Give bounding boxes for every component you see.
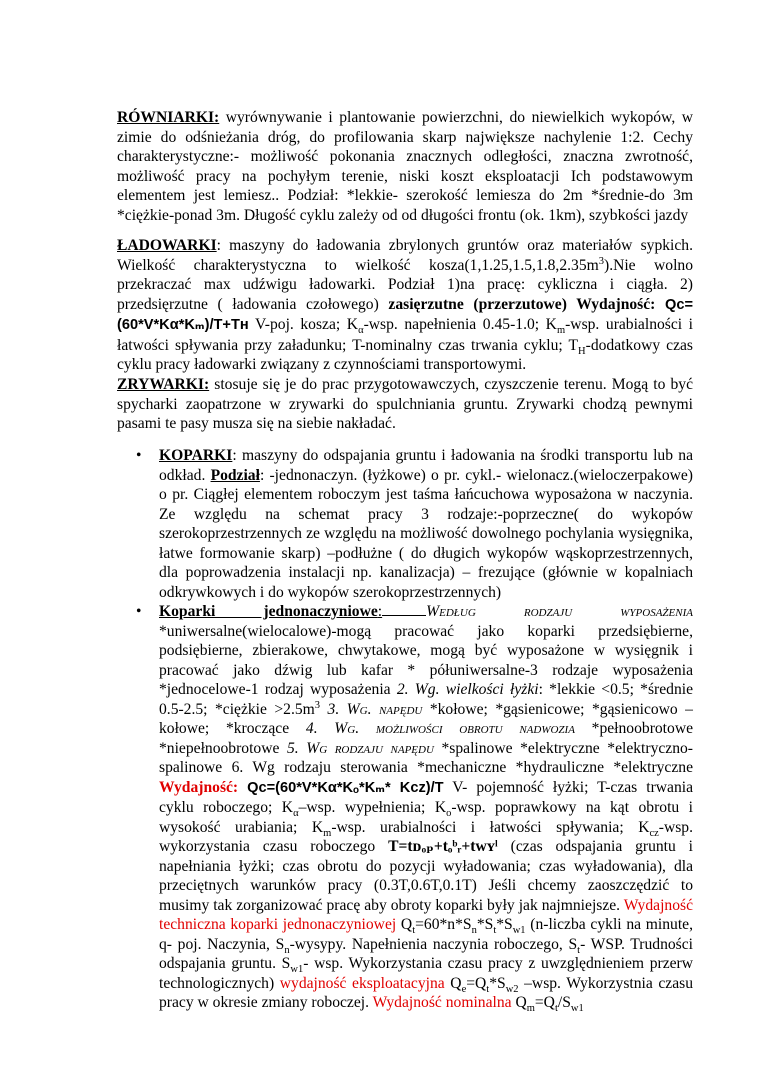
- ladowarki-formula: Qᴄ=(60*V*Kα*Kₘ)/T+Tʜ: [117, 296, 693, 333]
- subscript: t: [577, 944, 581, 956]
- list-item-koparki-jednonaczyniowe: [117, 602, 693, 1013]
- koparki-j-text: Q: [511, 994, 527, 1011]
- subscript: n: [284, 944, 290, 956]
- koparki-j-text: =60*n*S: [415, 916, 472, 933]
- heading-koparki: KOPARKI: [159, 447, 233, 464]
- heading-zrywarki: ZRYWARKI:: [117, 376, 210, 393]
- subscript: t: [486, 983, 490, 995]
- red-term: wydajność eksploatacyjna: [279, 974, 445, 992]
- koparki-j-text: - WSP. Trudności odspajania gruntu. S: [159, 935, 693, 972]
- koparki-j-text: : *lekkie <0.5; *średnie 0.5-2.5; *ciężkie >2.5m: [159, 681, 694, 718]
- heading-rowniarki: RÓWNIARKI:: [117, 109, 220, 126]
- koparki-j-text: *S: [496, 916, 513, 933]
- paragraph-ladowarki: [117, 236, 693, 375]
- subscript: o: [446, 808, 452, 820]
- koparki-j-text: *spalinowe *elektryczne *elektryczno-spalinowe 6. Wg rodzaju sterowania *mechaniczne *hydrauliczne *elektryczne: [159, 739, 693, 776]
- koparki-j-text: Q: [444, 974, 462, 992]
- koparki-j-text: (czas odspajania gruntu i napełniania łyżki; czas obrotu do pozycji wyładowania; czas wyładowania), dla przeciętnych warunków pracy (0.3T,0.6T,0.1T) Jeśli chcemy zaoszczędzić to musimy tak zorganizować pracę aby obroty koparki były jak najmniejsze.: [159, 838, 694, 914]
- subscript: w2: [505, 983, 519, 995]
- ladowarki-text: -wsp. urabialności i łatwości spływania przy załadunku; T-nominalny czas trwania cyklu; T: [117, 316, 694, 354]
- subscript: e: [461, 983, 467, 995]
- red-term: Wydajność nominalna: [372, 994, 512, 1011]
- koparki-j-text: =Q: [534, 994, 555, 1011]
- paragraph-rowniarki: [117, 108, 693, 225]
- koparki-text: : maszyny do odspajania gruntu i ładowania na środki transportu lub na odkład.: [159, 447, 693, 484]
- subscript: w1: [512, 925, 526, 937]
- heading-koparki-jednonaczyniowe: Koparki jednonaczyniowe: [159, 603, 378, 620]
- bullet-icon: •: [136, 447, 142, 464]
- koparki-j-text: *kołowe; *gąsienicowe; *gąsienicowo – kołowe; *kroczące: [159, 700, 693, 737]
- superscript: 3: [598, 255, 604, 267]
- rowniarki-body: wyrównywanie i plantowanie powierzchni, do niewielkich wykopów, w zimie do odśnieżania dróg, do profilowania skarp największe nachylenie 1:2. Cechy charakterystyczne:- możliwość pokonania znacznych odległości, znaczna zwrotność, możliwość pracy na pochyłym terenie, niski koszt eksploatacji Ich podstawowym elementem jest lemiesz.. Podział: *lekkie- szerokość lemiesza do 2m *średnie-do 3m *ciężkie-ponad 3m. Długość cyklu zależy od od długości frontu (ok. 1km), szybkości jazdy: [117, 109, 693, 224]
- koparki-j-text: V- pojemność łyżki; T-czas trwania cyklu roboczego; K: [159, 778, 694, 816]
- koparki-j-text: -wsp. poprawkowy na kąt obrotu i wysokość urabiania; K: [159, 799, 693, 836]
- koparki-j-text: *pełnoobrotowe *niepełnoobrotowe: [159, 720, 693, 757]
- subscript: m: [556, 325, 566, 337]
- subscript: t: [493, 925, 497, 937]
- subscript: cz: [649, 827, 659, 839]
- ladowarki-text: -wsp. napełnienia 0.45-1.0; K: [363, 316, 557, 333]
- superscript: 3: [314, 699, 321, 711]
- category-label: Według rodzaju wyposażenia: [426, 603, 693, 620]
- category-label: 3. Wg. napędu: [327, 700, 423, 718]
- koparki-j-text: *S: [476, 916, 494, 933]
- category-label: 5. Wg rodzaju napędu: [286, 739, 434, 757]
- list-item-koparki: [117, 446, 693, 602]
- bullet-list: [117, 446, 693, 1013]
- paragraph-zrywarki: [117, 375, 693, 434]
- koparki-j-text: Q: [396, 916, 413, 933]
- ladowarki-text: -dodatkowy czas cyklu pracy ładowarki związany z czynnościami transportowymi.: [117, 336, 693, 373]
- ladowarki-bold-text: zasięrzutne (przerzutowe) Wydajność:: [388, 295, 665, 313]
- subscript: w1: [570, 1003, 584, 1015]
- koparki-j-text: –wsp. wypełnienia; K: [298, 799, 447, 816]
- koparki-j-text: (n-liczba cykli na minute, q- poj. Naczynia, S: [159, 916, 693, 953]
- category-label: 4. Wg. możliwości obrotu nadwozia: [305, 720, 575, 737]
- ladowarki-text: : maszyny do ładowania zbrylonych gruntów oraz materiałów sypkich. Wielkość charakterystyczna to wielkość kosza(1,1.25,1.5,1.8,2.35m: [117, 237, 693, 274]
- koparki-j-text: /S: [557, 994, 571, 1011]
- colon: :: [377, 603, 383, 620]
- koparki-j-text: -wsp. wykorzystania czasu roboczego: [159, 818, 693, 855]
- cycle-time-formula: T=tᴅₒₚ+tₒᵇᵣ+tᴡʏˡ: [388, 838, 498, 855]
- subscript: m: [323, 827, 332, 839]
- koparki-j-text: =Q: [466, 974, 487, 992]
- podzial-label: Podział: [210, 466, 260, 484]
- subscript: t: [554, 1003, 558, 1015]
- category-label: 2. Wg. wielkości łyżki: [396, 681, 539, 698]
- heading-ladowarki: ŁADOWARKI: [117, 237, 217, 254]
- subscript: t: [412, 925, 416, 937]
- zrywarki-body: stosuje się je do prac przygotowawczych, czyszczenie terenu. Mogą to być spycharki zaopatrzone w zrywarki do spulchniania gruntu. Zrywarki chodzą pewnymi pasami te pasy musza się na siebie nakładać.: [117, 376, 693, 432]
- red-term: Wydajność techniczna koparki jednonaczyniowej: [159, 896, 693, 933]
- subscript: H: [578, 345, 586, 357]
- subscript: α: [293, 808, 299, 820]
- bullet-icon: •: [136, 603, 142, 620]
- ladowarki-text: V-poj. kosza; K: [248, 316, 359, 333]
- subscript: n: [471, 925, 477, 937]
- subscript: α: [358, 325, 364, 337]
- wydajnosc-label: Wydajność:: [159, 778, 239, 796]
- subscript: m: [526, 1003, 535, 1015]
- koparki-j-text: - wsp. Wykorzystania czasu pracy z uwzględnieniem przerw technologicznych): [159, 955, 693, 992]
- koparki-j-text: *uniwersalne(wielocalowe)-mogą pracować jako koparki przedsiębierne, podsiębierne, zbierakowe, chwytakowe, mogą być wyposażone w wysięgnik i pracować jako dźwig lub kafar * półuniwersalne-3 rodzaje wyposażenia *jednocelowe-1 rodzaj wyposażenia: [159, 622, 693, 698]
- subscript: w1: [290, 964, 304, 976]
- underline-gap: [382, 603, 426, 616]
- ladowarki-text: ).Nie wolno przekraczać max udźwigu ładowarki. Podział 1)na pracę: cykliczna i ciągła. 2) przedsięrzutne ( ładowania czołowego): [117, 256, 693, 313]
- koparki-j-text: *S: [489, 974, 506, 992]
- koparki-formula: Qᴄ=(60*V*Kα*Kₒ*Kₘ* Kᴄᴢ)/T: [247, 779, 444, 796]
- koparki-j-text: -wsp. urabialności i łatwości spływania; K: [331, 818, 650, 836]
- koparki-j-text: -wysypy. Napełnienia naczynia roboczego, S: [289, 935, 578, 953]
- koparki-text: : -jednonaczyn. (łyżkowe) o pr. cykl.- wielonacz.(wieloczerpakowe) o pr. Ciągłej elementem roboczym jest taśma łańcuchowa wyposażona w naczynia. Ze względu na schemat pracy 3 rodzaje:-poprzeczne( do wykopów szerokoprzestrzennych ze względu na możliwość dowolnego pochylania wysięgnika, łatwe formowanie skarp) –podłużne ( do długich wykopów wąskoprzestrzennych, dla poprowadzenia instalacji np. kanalizacja) – frezujące (głównie w kopalniach odkrywkowych i do wykopów szerokoprzestrzennych): [159, 466, 693, 601]
- koparki-j-text: –wsp. Wykorzystnia czasu pracy w okresie zmiany roboczej.: [159, 974, 694, 1011]
